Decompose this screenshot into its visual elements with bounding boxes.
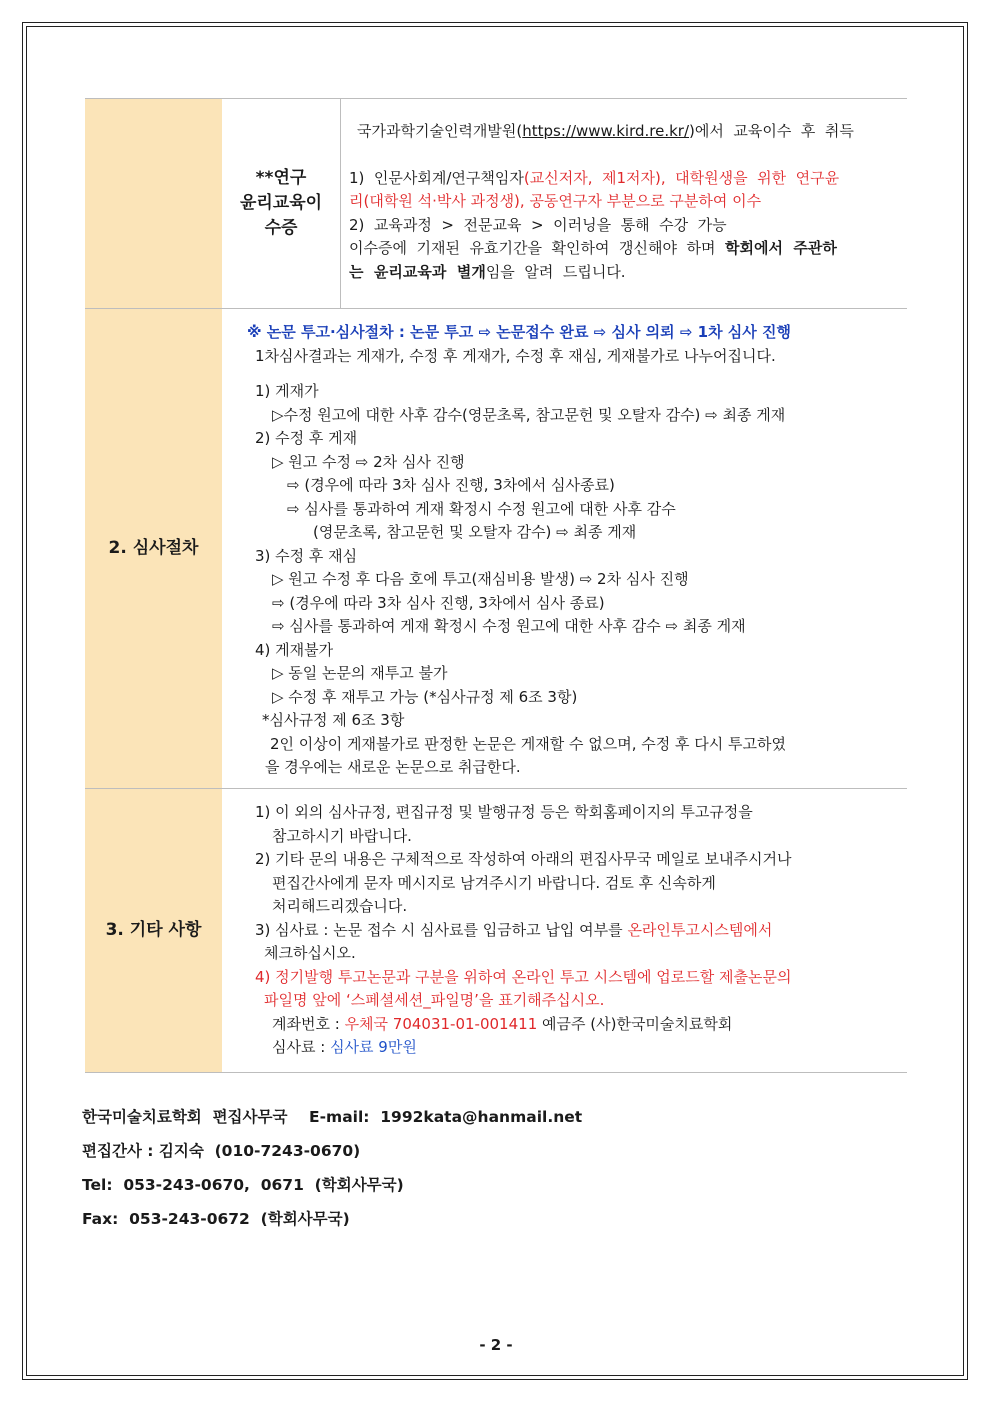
other-item3-line1 (222, 919, 907, 943)
review-reject-heading: 4) 게재불가 (255, 640, 334, 659)
review-major-heading: 3) 수정 후 재심 (255, 546, 358, 565)
account-label: 계좌번호 : (272, 1014, 345, 1033)
review-rule-text2: 을 경우에는 새로운 논문으로 취급한다. (265, 758, 521, 776)
review-minor-step1: ▷ 원고 수정 ⇨ 2차 심사 진행 (272, 452, 465, 471)
fee-line (222, 1036, 907, 1060)
kird-link[interactable]: https://www.kird.re.kr/ (522, 122, 690, 140)
footer-editor-line: 편집간사 : 김지숙 (010-7243-0670) (82, 1142, 361, 1160)
ethics-item3-line2 (349, 261, 907, 285)
review-accept-step: ▷수정 원고에 대한 사후 감수(영문초록, 참고문헌 및 오탈자 감수) ⇨ 최종 게재 (272, 405, 786, 424)
ethics-item2: 2) 교육과정 > 전문교육 > 이러닝을 통해 수강 가능 (349, 215, 727, 234)
fee-amount: 심사료 9만원 (330, 1038, 417, 1056)
footer-fax-line: Fax: 053-243-0672 (학회사무국) (82, 1210, 350, 1228)
account-number: 우체국 704031-01-001411 (344, 1014, 538, 1033)
ethics-row (85, 98, 907, 309)
other-item2-line3: 처리해드리겠습니다. (272, 897, 408, 915)
other-item2-line1: 2) 기타 문의 내용은 구체적으로 작성하여 아래의 편집사무국 메일로 보내주시거나 (255, 850, 792, 868)
ethics-item1-line2: 리(대학원 석·박사 과정생), 공동연구자 부분으로 구분하여 이수 (349, 192, 762, 210)
ethics-item1-a: 1) 인문사회계/연구책임자 (349, 168, 524, 187)
other-item2-line2: 편집간사에게 문자 메시지로 남겨주시기 바랍니다. 검토 후 신속하게 (272, 873, 716, 892)
ethics-item3-a: 이수증에 기재된 유효기간을 확인하여 갱신해야 하며 (349, 239, 725, 257)
review-result-types: 1차심사결과는 게재가, 수정 후 게재가, 수정 후 재심, 게재불가로 나누어집니다. (255, 346, 776, 365)
review-reject-step2: ▷ 수정 후 재투고 가능 (*심사규정 제 6조 3항) (272, 687, 578, 706)
ethics-label (222, 99, 341, 308)
ethics-item1-b: (교신저자, 제1저자), 대학원생을 위한 연구윤 (523, 168, 840, 187)
other-item4-line1: 4) 정기발행 투고논문과 구분을 위하여 온라인 투고 시스템에 업로드할 제출논문의 (255, 967, 792, 986)
ethics-label-prefix: ** (255, 168, 274, 188)
ethics-item3-b: 학회에서 주관하 (725, 239, 837, 257)
review-row (85, 309, 907, 789)
review-procedure-flow: ※ 논문 투고·심사절차 : 논문 투고 ⇨ 논문접수 완료 ⇨ 심사 의뢰 ⇨ 1차 심사 진행 (247, 323, 791, 341)
other-content (222, 789, 907, 1072)
account-holder: 예금주 (사)한국미술치료학회 (537, 1014, 733, 1033)
footer-tel-line: Tel: 053-243-0670, 0671 (학회사무국) (82, 1176, 404, 1194)
ethics-item1-line1 (349, 167, 907, 191)
review-rule-text1: 2인 이상이 게재불가로 판정한 논문은 게재할 수 없으며, 수정 후 다시 투고하였 (270, 734, 786, 753)
page-number: - 2 - (479, 1336, 513, 1354)
review-major-step1: ▷ 원고 수정 후 다음 호에 투고(재심비용 발생) ⇨ 2차 심사 진행 (272, 570, 689, 588)
ethics-label-line1: 연구 (273, 168, 307, 188)
ethics-label-line3: 수증 (264, 218, 298, 238)
ethics-item3-c: 는 윤리교육과 별개 (349, 262, 486, 281)
other-item4-line2: 파일명 앞에 ‘스페셜세션_파일명’을 표기해주십시오. (264, 991, 605, 1009)
review-rule-heading: *심사규정 제 6조 3항 (262, 711, 405, 729)
other-item1-line2: 참고하시기 바랍니다. (272, 826, 412, 845)
review-content (222, 309, 907, 788)
fee-label: 심사료 : (272, 1038, 331, 1056)
other-item1-line1: 1) 이 외의 심사규정, 편집규정 및 발행규정 등은 학회홈페이지의 투고규정을 (255, 803, 753, 821)
contact-footer (82, 1100, 582, 1236)
ethics-intro-pre: 국가과학기술인력개발원( (357, 122, 523, 140)
ethics-content (341, 99, 907, 308)
review-minor-heading: 2) 수정 후 게재 (255, 429, 358, 447)
review-section-label: 2. 심사절차 (85, 309, 222, 788)
ethics-intro-line (349, 120, 907, 144)
ethics-item3-line1 (349, 237, 907, 261)
other-row (85, 789, 907, 1073)
review-minor-step3: ⇨ 심사를 통과하여 게재 확정시 수정 원고에 대한 사후 감수 (287, 499, 676, 518)
review-accept-heading: 1) 게재가 (255, 382, 319, 400)
other-section-label: 3. 기타 사항 (85, 789, 222, 1072)
other-item3-line2: 체크하십시오. (264, 944, 356, 962)
ethics-item3-d: 임을 알려 드립니다. (485, 262, 626, 281)
ethics-intro-post: )에서 교육이수 후 취득 (689, 122, 854, 140)
review-reject-step1: ▷ 동일 논문의 재투고 불가 (272, 664, 448, 682)
guideline-table (85, 98, 907, 1073)
review-minor-step2: ⇨ (경우에 따라 3차 심사 진행, 3차에서 심사종료) (287, 476, 615, 494)
review-major-step2: ⇨ (경우에 따라 3차 심사 진행, 3차에서 심사 종료) (272, 593, 605, 612)
review-major-step3: ⇨ 심사를 통과하여 게재 확정시 수정 원고에 대한 사후 감수 ⇨ 최종 게재 (272, 617, 746, 635)
ethics-label-line2: 윤리교육이 (239, 193, 323, 213)
footer-email-line: 한국미술치료학회 편집사무국 E-mail: 1992kata@hanmail.net (82, 1108, 583, 1126)
other-item3-b: 온라인투고시스템에서 (627, 920, 773, 939)
other-item3-a: 3) 심사료 : 논문 접수 시 심사료를 입금하고 납입 여부를 (255, 920, 628, 939)
account-line (222, 1013, 907, 1037)
review-minor-step4: (영문초록, 참고문헌 및 오탈자 감수) ⇨ 최종 게재 (313, 523, 637, 541)
ethics-section-label-cell (85, 99, 222, 308)
